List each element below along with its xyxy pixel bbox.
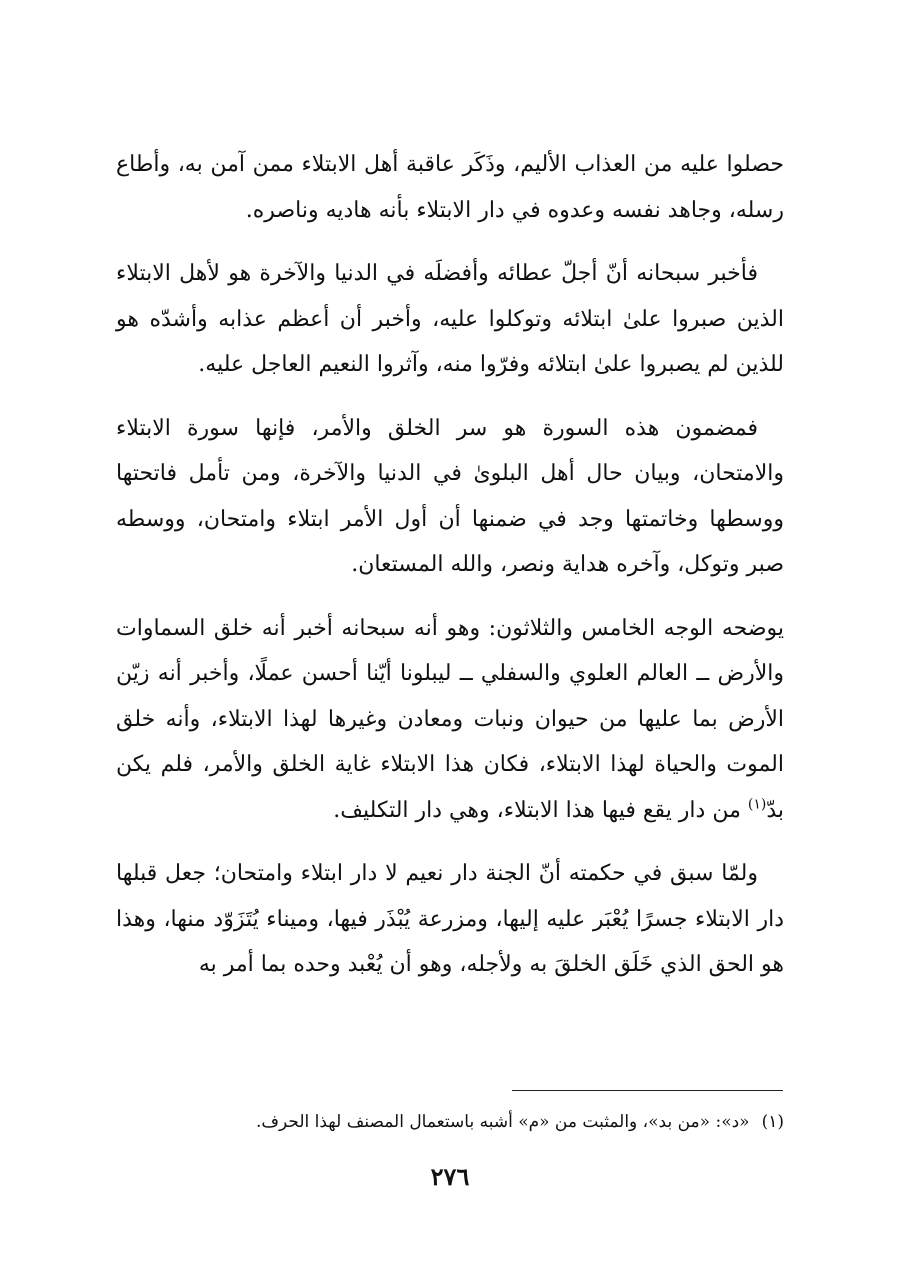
footnote [116,1107,784,1137]
footnote-number: (١) [761,1112,784,1132]
page-number: ٢٧٦ [430,1162,470,1191]
paragraph-5: ولمّا سبق في حكمته أنّ الجنة دار نعيم لا دار ابتلاء وامتحان؛ جعل قبلها دار الابتلاء جسرًا يُعْبَر عليه إليها، ومزرعة يُبْذَر فيها، وميناء يُتَزَوّد منها، وهذا هو الحق الذي خَلَق الخلقَ به ولأجله، وهو أن يُعْبد وحده بما أمر به [116,861,784,977]
footnote-reference: (١) [747,796,767,813]
footnote-text: «د»: «من بد»، والمثبت من «م» أشبه باستعمال المصنف لهذا الحرف. [255,1112,750,1132]
paragraph-2: فأخبر سبحانه أنّ أجلّ عطائه وأفضلَه في الدنيا والآخرة هو لأهل الابتلاء الذين صبروا علىٰ ابتلائه وتوكلوا عليه، وأخبر أن أعظم عذابه وأشدّه هو للذين لم يصبروا علىٰ ابتلائه وفرّوا منه، وآثروا النعيم العاجل عليه. [116,261,784,377]
paragraph-3: فمضمون هذه السورة هو سر الخلق والأمر، فإنها سورة الابتلاء والامتحان، وبيان حال أهل البلوىٰ في الدنيا والآخرة، ومن تأمل فاتحتها ووسطها وخاتمتها وجد في ضمنها أن أول الأمر ابتلاء وامتحان، ووسطه صبر وتوكل، وآخره هداية ونصر، والله المستعان. [116,415,784,577]
paragraph-1: حصلوا عليه من العذاب الأليم، وذَكَر عاقبة أهل الابتلاء ممن آمن به، وأطاع رسله، وجاهد نفسه وعدوه في دار الابتلاء بأنه هاديه وناصره. [116,152,784,223]
paragraph-4-text: يوضحه الوجه الخامس والثلاثون: وهو أنه سبحانه أخبر أنه خلق السماوات والأرض ــ العالم العلوي والسفلي ــ ليبلونا أيّنا أحسن عملًا، وأخبر أنه زيّن الأرض بما عليها من حيوان ونبات ومعادن وغيرها لهذا الابتلاء، وأنه خلق الموت والحياة لهذا الابتلاء، فكان هذا الابتلاء غاية الخلق والأمر، فلم يكن بدّ [116,615,784,823]
footnote-divider [512,1090,783,1091]
main-text [116,142,784,1006]
paragraph-4 [116,606,784,834]
paragraph-4-text-continued: من دار يقع فيها هذا الابتلاء، وهي دار التكليف. [333,797,748,823]
